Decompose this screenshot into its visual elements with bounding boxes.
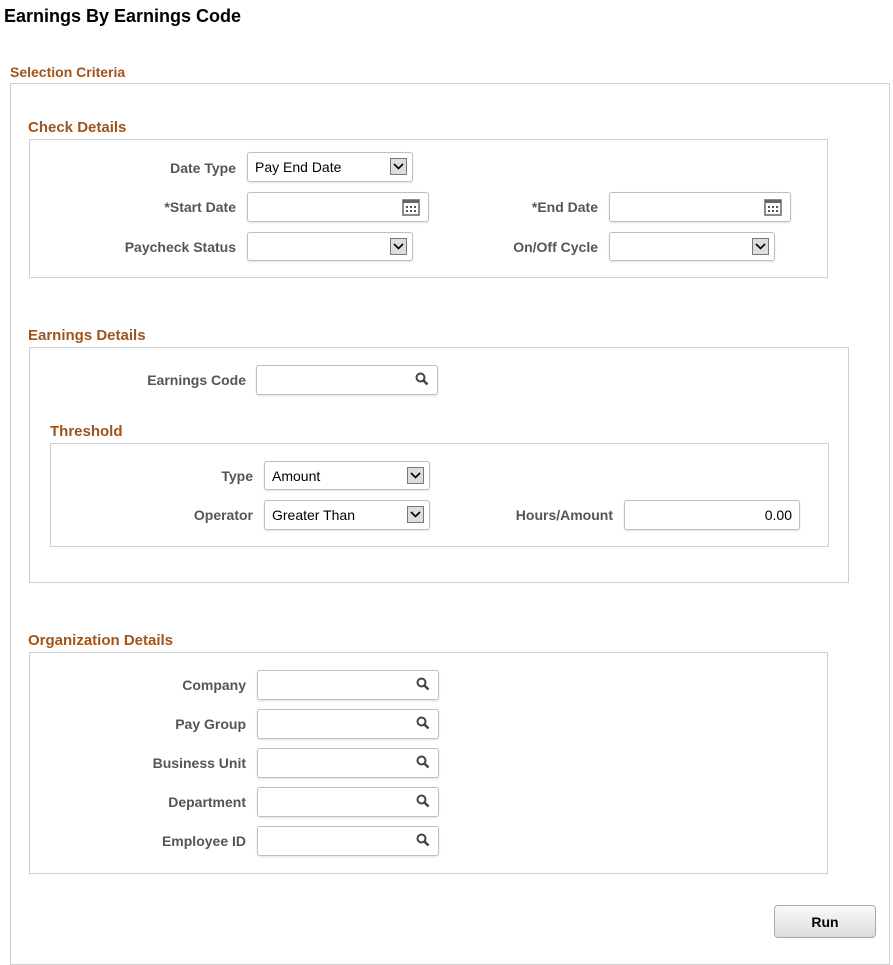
pay-group-input[interactable] — [257, 709, 439, 739]
business-unit-label: Business Unit — [152, 755, 246, 771]
end-date-label: *End Date — [531, 199, 598, 215]
end-date-input[interactable] — [609, 192, 791, 222]
search-icon[interactable] — [416, 716, 430, 733]
search-icon[interactable] — [416, 755, 430, 772]
employee-id-label: Employee ID — [161, 833, 246, 849]
start-date-label: *Start Date — [164, 199, 236, 215]
earnings-code-label: Earnings Code — [147, 372, 246, 388]
search-icon[interactable] — [415, 372, 429, 389]
earnings-code-input[interactable] — [256, 365, 438, 395]
department-input[interactable] — [257, 787, 439, 817]
page-title: Earnings By Earnings Code — [4, 6, 242, 26]
onoff-cycle-select[interactable] — [609, 232, 775, 261]
threshold-type-select[interactable] — [264, 461, 430, 490]
run-button[interactable]: Run — [774, 905, 876, 938]
threshold-heading: Threshold — [50, 423, 123, 440]
hours-amount-input[interactable] — [624, 500, 800, 530]
date-type-label: Date Type — [170, 160, 236, 176]
search-icon[interactable] — [416, 833, 430, 850]
search-icon[interactable] — [416, 794, 430, 811]
employee-id-input[interactable] — [257, 826, 439, 856]
company-label: Company — [182, 677, 246, 693]
calendar-icon[interactable] — [764, 198, 782, 219]
paycheck-status-label: Paycheck Status — [124, 239, 236, 255]
selection-criteria-heading: Selection Criteria — [10, 64, 126, 80]
operator-value: Greater Than — [272, 507, 356, 523]
date-type-select[interactable] — [247, 152, 413, 182]
pay-group-label: Pay Group — [175, 716, 246, 732]
business-unit-input[interactable] — [257, 748, 439, 778]
check-details-heading: Check Details — [28, 119, 127, 136]
date-type-value: Pay End Date — [255, 159, 342, 175]
company-input[interactable] — [257, 670, 439, 700]
earnings-details-heading: Earnings Details — [28, 327, 146, 344]
threshold-type-value: Amount — [272, 467, 321, 484]
chevron-down-icon — [390, 158, 407, 175]
hours-amount-label: Hours/Amount — [515, 507, 613, 523]
organization-details-heading: Organization Details — [28, 632, 174, 649]
threshold-type-label: Type — [221, 468, 253, 484]
operator-label: Operator — [193, 507, 253, 523]
department-label: Department — [168, 794, 246, 810]
hours-amount-value: 0.00 — [764, 507, 792, 523]
threshold-box — [50, 443, 829, 547]
search-icon[interactable] — [416, 677, 430, 694]
chevron-down-icon — [407, 467, 424, 484]
onoff-cycle-label: On/Off Cycle — [513, 239, 598, 255]
chevron-down-icon — [752, 238, 769, 255]
